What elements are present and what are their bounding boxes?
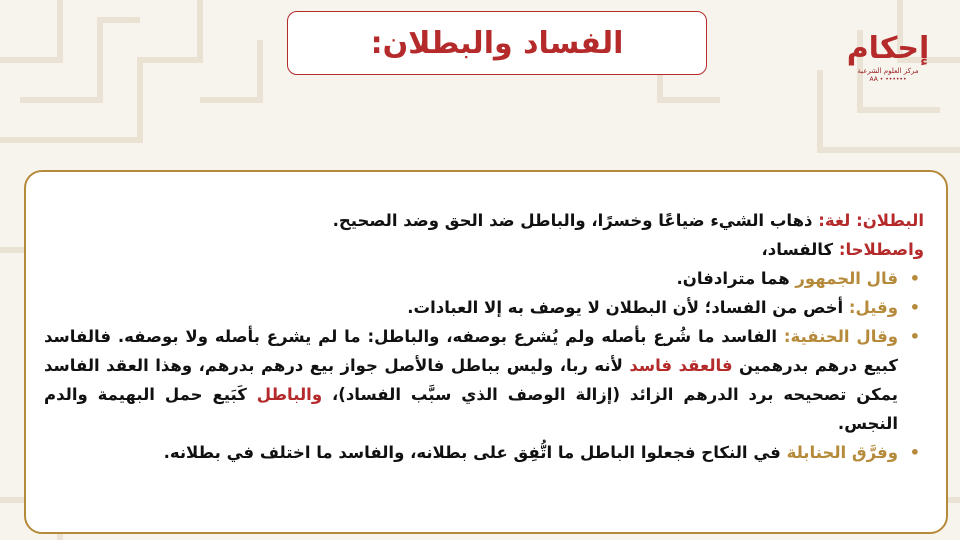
item-text: في النكاح فجعلوا الباطل ما اتُّفِق على بطلانه، والفاسد ما اختلف في بطلانه. [163, 443, 787, 462]
paragraph-definition-linguistic [44, 206, 924, 235]
term-label: البطلان: لغة: [818, 211, 924, 230]
content-body [44, 206, 924, 467]
item-prefix: وقال الحنفية: [783, 327, 899, 346]
bullet-icon: • [909, 298, 920, 317]
item-text: أخص من الفساد؛ لأن البطلان لا يوصف به إلا العبادات. [407, 298, 849, 317]
definition-text: ذهاب الشيء ضياعًا وخسرًا، والباطل ضد الحق وضد الصحيح. [332, 211, 819, 230]
item-text: كَبَيع حمل البهيمة والدم النجس. [44, 385, 898, 433]
bullet-icon: • [909, 443, 920, 462]
item-prefix: قال الجمهور [795, 269, 898, 288]
page-title: الفساد والبطلان: [370, 25, 624, 61]
item-text: لأنه ربا، وليس بباطل فالأصل جواز بيع درهم بدرهم، وهذا العقد الفاسد يمكن تصحيحه برد الدرهم الزائد (إزالة الوصف الذي سبَّب الفساد)، [44, 356, 899, 404]
logo-word: إحكام [846, 31, 930, 66]
title-box [287, 11, 707, 75]
item-text: الفاسد ما شُرع بأصله ولم يُشرع بوصفه، والباطل: ما لم يشرع بأصله ولا بوصفه. فالفاسد كبيع درهم بدرهمين [44, 327, 898, 375]
highlight-text: والباطل [256, 385, 323, 404]
logo [846, 22, 930, 102]
paragraph-definition-technical [44, 235, 924, 264]
highlight-text: فالعقد فاسد [629, 356, 733, 375]
term-label: واصطلاحا: [838, 240, 924, 259]
list-item [44, 264, 924, 293]
logo-tagline: AA • •••••• [869, 76, 907, 83]
item-prefix: وفرَّق الحنابلة [786, 443, 898, 462]
list-item [44, 322, 924, 438]
content-box [24, 170, 948, 534]
definition-text: كالفساد، [761, 240, 839, 259]
bullet-icon: • [909, 327, 920, 346]
item-prefix: وقيل: [848, 298, 898, 317]
item-text: هما مترادفان. [676, 269, 796, 288]
list-item [44, 293, 924, 322]
bullet-icon: • [909, 269, 920, 288]
logo-subtitle: مركز العلوم الشرعية [857, 67, 919, 75]
list-item [44, 438, 924, 467]
